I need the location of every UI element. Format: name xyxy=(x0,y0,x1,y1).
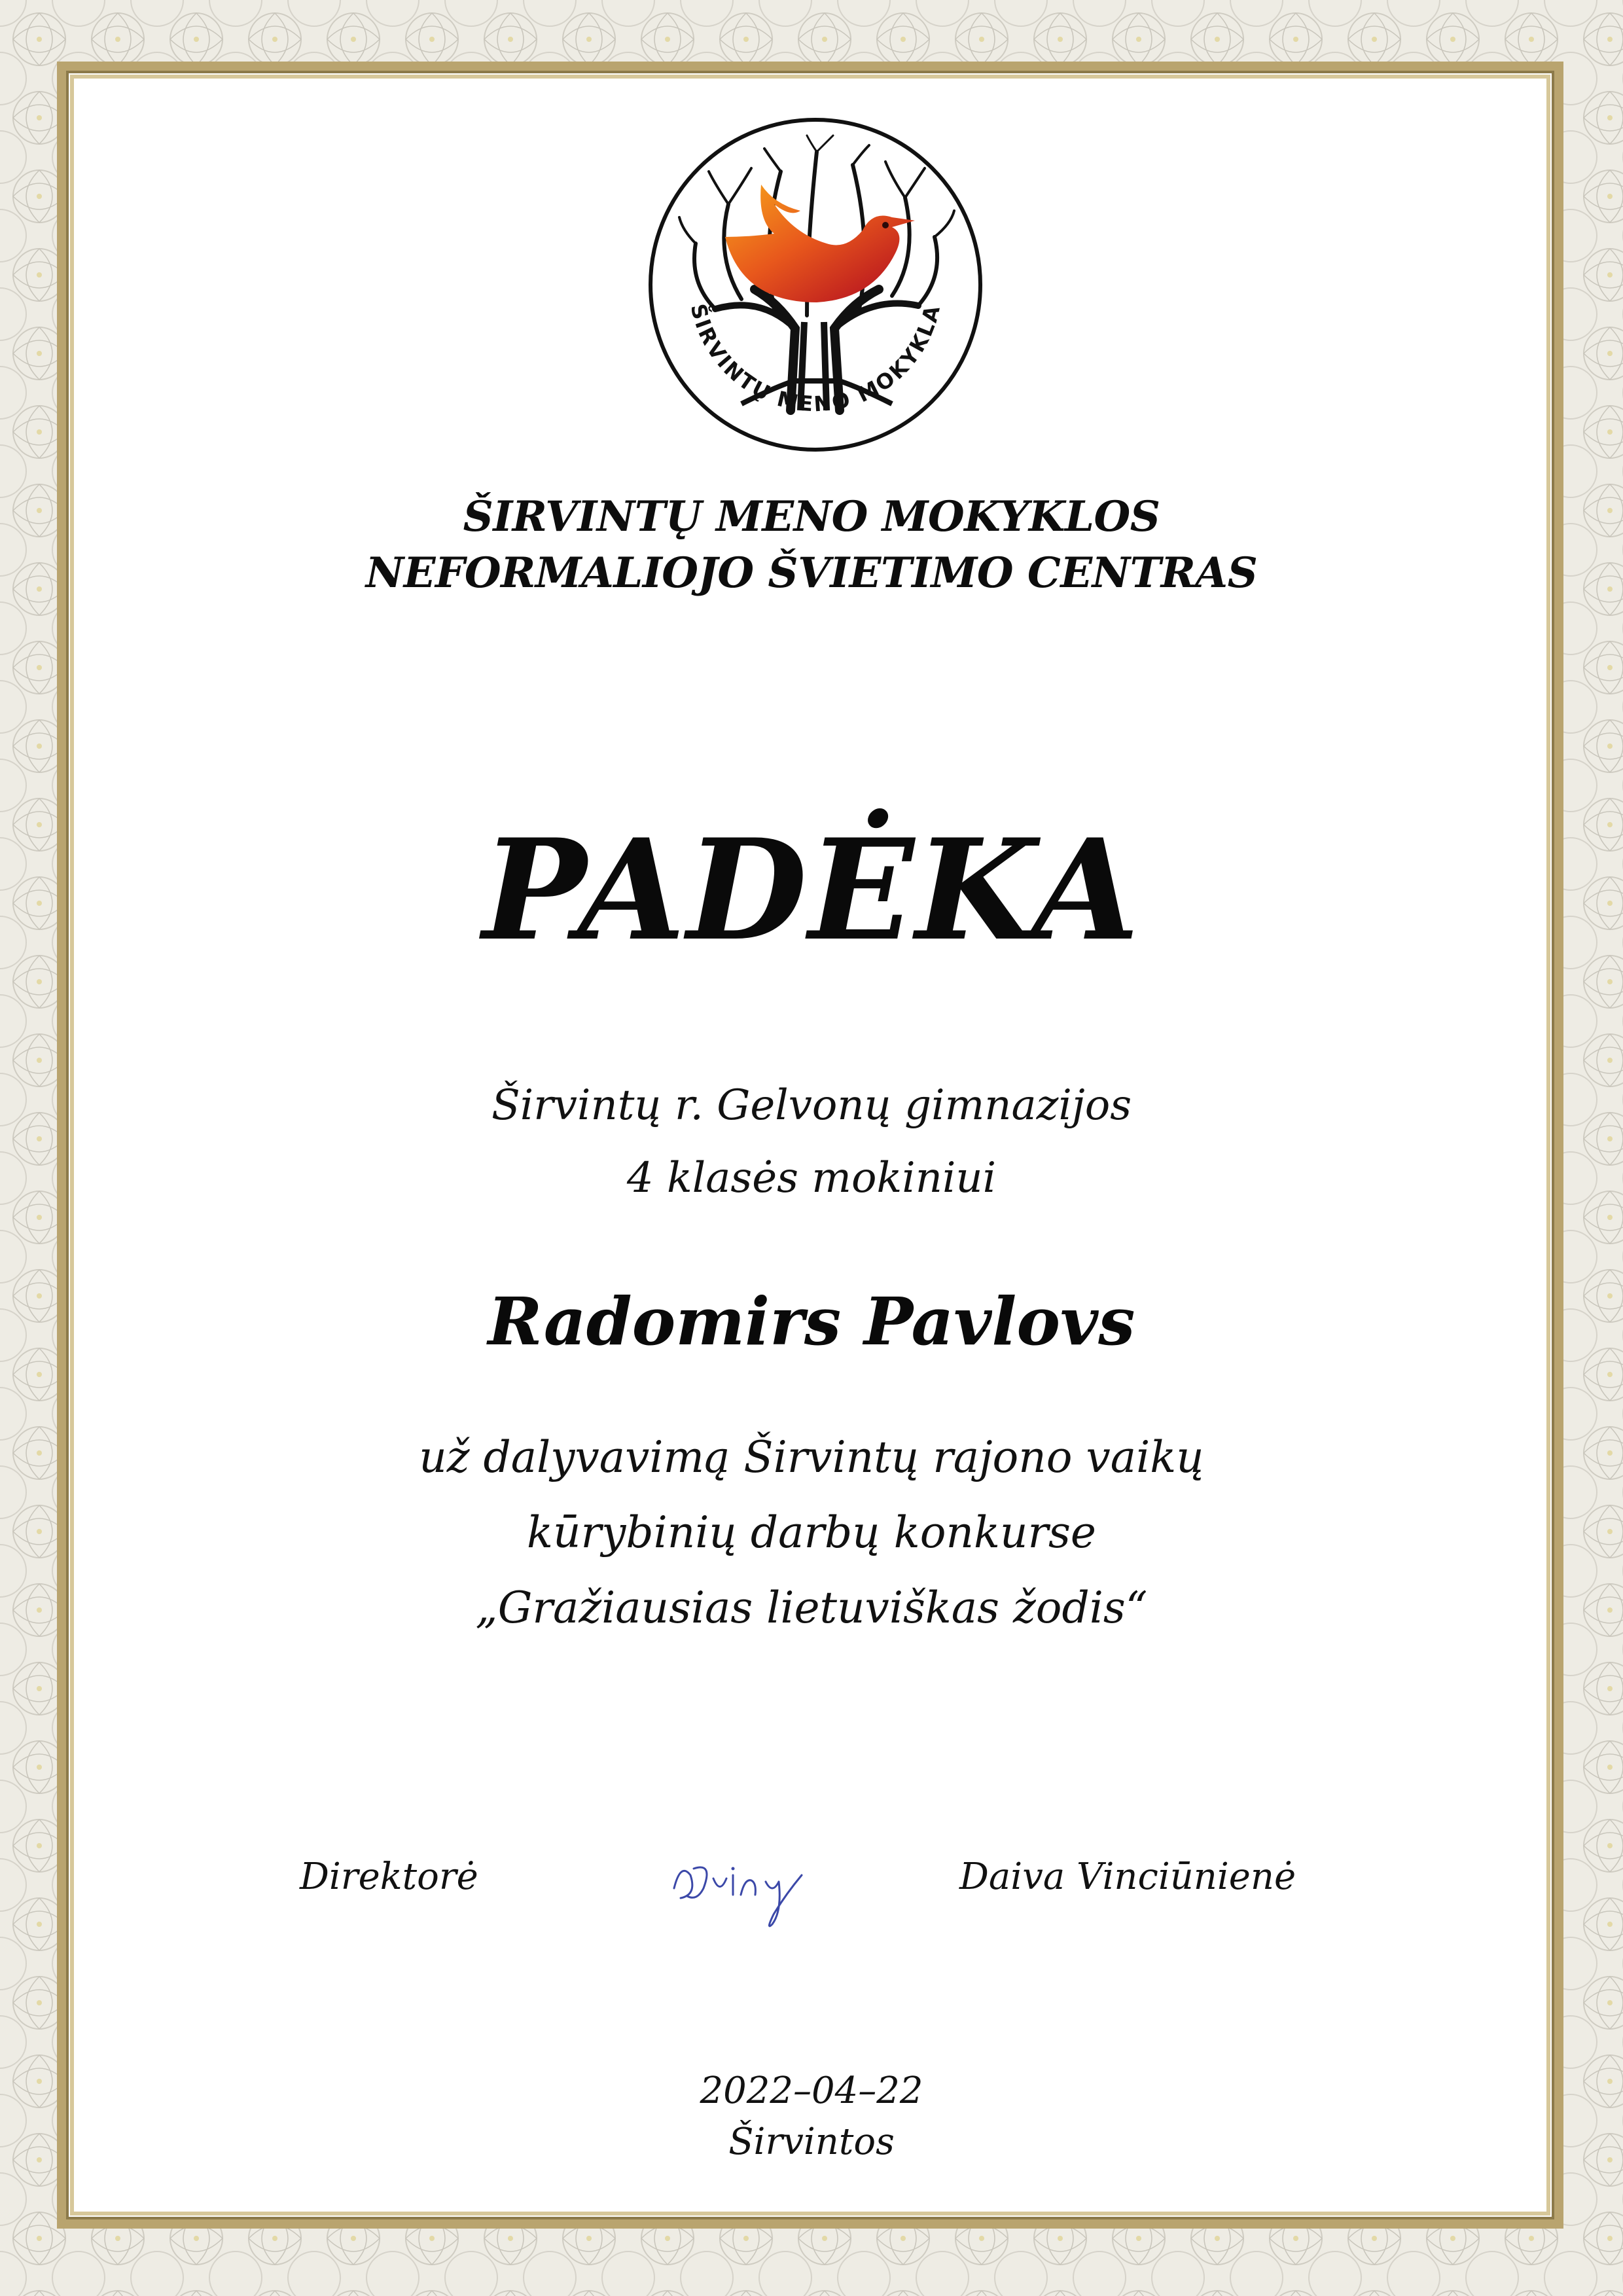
reason-line-1: už dalyvavimą Širvintų rajono vaikų xyxy=(419,1432,1204,1482)
recipient-name: Radomirs Pavlovs xyxy=(488,1283,1135,1360)
issue-date: 2022–04–22 xyxy=(700,2070,923,2112)
handwritten-signature-icon xyxy=(668,1849,818,1934)
school-logo xyxy=(643,113,988,457)
recipient-school: Širvintų r. Gelvonų gimnazijos xyxy=(491,1081,1132,1130)
reason-line-2: kūrybinių darbų konkurse xyxy=(527,1507,1096,1558)
issue-place: Širvintos xyxy=(728,2121,895,2163)
recipient-grade: 4 klasės mokiniui xyxy=(626,1154,997,1202)
reason-line-3: „Gražiausias lietuviškas žodis“ xyxy=(475,1583,1148,1633)
signer-name: Daiva Vinciūnienė xyxy=(959,1856,1296,1898)
tree-bird-logo-icon xyxy=(643,113,988,457)
organization-line-1: ŠIRVINTŲ MENO MOKYKLOS xyxy=(463,492,1160,541)
signer-role: Direktorė xyxy=(300,1856,478,1898)
svg-text:ŠIRVINTŲ MENO MOKYKLA: ŠIRVINTŲ MENO MOKYKLA xyxy=(685,301,946,417)
organization-line-2: NEFORMALIOJO ŠVIETIMO CENTRAS xyxy=(365,548,1258,598)
certificate-title: PADĖKA xyxy=(482,808,1141,971)
